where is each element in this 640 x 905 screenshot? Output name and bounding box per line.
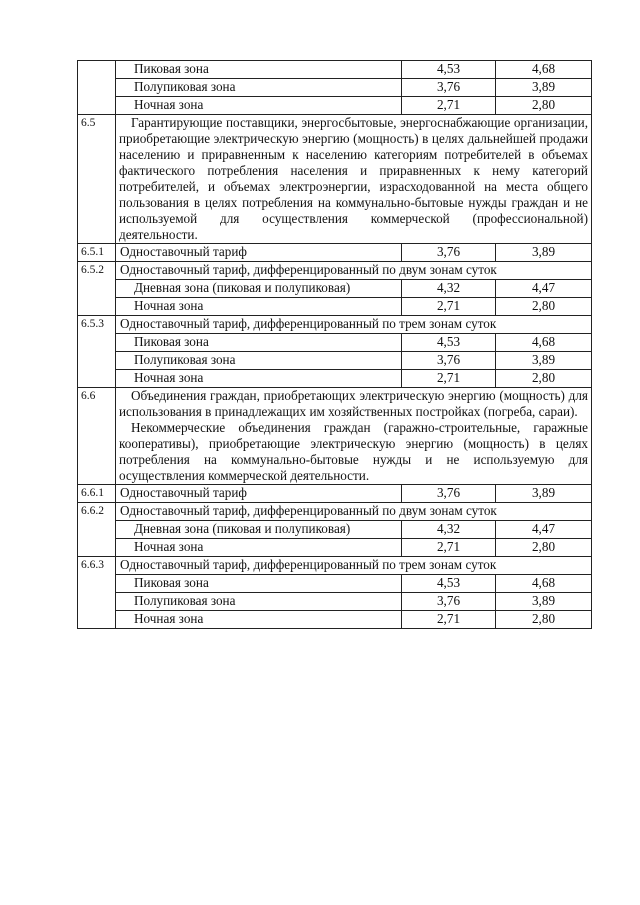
section-description	[116, 388, 592, 485]
table-row	[78, 521, 592, 539]
zone-name: Ночная зона	[116, 97, 402, 115]
table-row	[78, 280, 592, 298]
table-row	[78, 316, 592, 334]
tariff-value-1: 4,53	[402, 575, 496, 593]
table-row	[78, 575, 592, 593]
tariff-value-1: 3,76	[402, 244, 496, 262]
section-number: 6.6	[78, 388, 116, 485]
zone-name: Пиковая зона	[116, 334, 402, 352]
zone-name: Пиковая зона	[116, 61, 402, 79]
zone-name: Ночная зона	[116, 611, 402, 629]
tariff-value-2: 3,89	[496, 244, 592, 262]
tariff-value-1: 2,71	[402, 611, 496, 629]
table-row	[78, 503, 592, 521]
table-row	[78, 611, 592, 629]
tariff-name: Одноставочный тариф, дифференцированный по трем зонам суток	[116, 316, 592, 334]
zone-name: Полупиковая зона	[116, 352, 402, 370]
zone-name: Полупиковая зона	[116, 79, 402, 97]
tariff-name: Одноставочный тариф, дифференцированный по двум зонам суток	[116, 262, 592, 280]
section-text: Гарантирующие поставщики, энергосбытовые, энергоснабжающие организации, приобретающие электрическую энергию (мощность) в целях дальнейшей продажи населению и приравненным к населению категориям потребителей в объемах фактического потребления населения и приравненных к нему категорий потребителей, и объемах электроэнергии, израсходованной на места общего пользования в целях потребления на коммунально-бытовые нужды граждан и не используемой для осуществления коммерческой (профессиональной) деятельности.	[119, 115, 588, 242]
row-number-cell	[78, 61, 116, 115]
row-number: 6.5.3	[78, 316, 116, 388]
row-number: 6.5.1	[78, 244, 116, 262]
tariff-value-1: 2,71	[402, 539, 496, 557]
zone-name: Полупиковая зона	[116, 593, 402, 611]
tariff-value-2: 2,80	[496, 611, 592, 629]
table-row	[78, 97, 592, 115]
zone-name: Ночная зона	[116, 539, 402, 557]
section-text: Некоммерческие объединения граждан (гаражно-строительные, гаражные кооперативы), приобретающие электрическую энергию (мощность) в целях потребления на коммунально-бытовые нужды и не используемую для осуществления коммерческой деятельности.	[119, 420, 588, 483]
tariff-value-1: 4,53	[402, 61, 496, 79]
section-description	[116, 115, 592, 244]
table-row	[78, 593, 592, 611]
tariff-value-1: 3,76	[402, 79, 496, 97]
zone-name: Дневная зона (пиковая и полупиковая)	[116, 280, 402, 298]
tariff-value-2: 3,89	[496, 352, 592, 370]
tariff-value-1: 3,76	[402, 352, 496, 370]
tariff-name: Одноставочный тариф	[116, 244, 402, 262]
tariff-value-1: 2,71	[402, 97, 496, 115]
row-number: 6.6.2	[78, 503, 116, 557]
tariff-value-1: 2,71	[402, 370, 496, 388]
tariff-value-2: 3,89	[496, 593, 592, 611]
zone-name: Ночная зона	[116, 298, 402, 316]
tariff-value-1: 3,76	[402, 485, 496, 503]
tariff-value-2: 2,80	[496, 298, 592, 316]
tariff-value-1: 4,53	[402, 334, 496, 352]
section-text: Объединения граждан, приобретающих электрическую энергию (мощность) для использования в принадлежащих им хозяйственных постройках (погреба, сараи).	[119, 388, 588, 419]
tariff-value-1: 4,32	[402, 280, 496, 298]
row-number: 6.5.2	[78, 262, 116, 316]
tariff-value-1: 4,32	[402, 521, 496, 539]
zone-name: Пиковая зона	[116, 575, 402, 593]
row-number: 6.6.1	[78, 485, 116, 503]
tariff-table	[77, 60, 592, 629]
tariff-name: Одноставочный тариф, дифференцированный по трем зонам суток	[116, 557, 592, 575]
zone-name: Ночная зона	[116, 370, 402, 388]
tariff-value-2: 3,89	[496, 485, 592, 503]
row-number: 6.6.3	[78, 557, 116, 629]
tariff-value-2: 4,68	[496, 61, 592, 79]
section-number: 6.5	[78, 115, 116, 244]
table-row	[78, 370, 592, 388]
table-row	[78, 485, 592, 503]
table-row	[78, 244, 592, 262]
zone-name: Дневная зона (пиковая и полупиковая)	[116, 521, 402, 539]
tariff-name: Одноставочный тариф, дифференцированный по двум зонам суток	[116, 503, 592, 521]
tariff-value-2: 4,47	[496, 280, 592, 298]
table-row	[78, 539, 592, 557]
tariff-value-2: 2,80	[496, 370, 592, 388]
tariff-value-2: 2,80	[496, 97, 592, 115]
tariff-name: Одноставочный тариф	[116, 485, 402, 503]
table-row	[78, 79, 592, 97]
tariff-value-1: 2,71	[402, 298, 496, 316]
table-row	[78, 352, 592, 370]
tariff-value-2: 4,68	[496, 575, 592, 593]
tariff-value-2: 2,80	[496, 539, 592, 557]
table-row	[78, 334, 592, 352]
tariff-value-1: 3,76	[402, 593, 496, 611]
tariff-value-2: 4,68	[496, 334, 592, 352]
table-row	[78, 61, 592, 79]
section-row-6-5	[78, 115, 592, 244]
table-row	[78, 557, 592, 575]
tariff-value-2: 4,47	[496, 521, 592, 539]
table-row	[78, 298, 592, 316]
table-row	[78, 262, 592, 280]
section-row-6-6	[78, 388, 592, 485]
tariff-value-2: 3,89	[496, 79, 592, 97]
